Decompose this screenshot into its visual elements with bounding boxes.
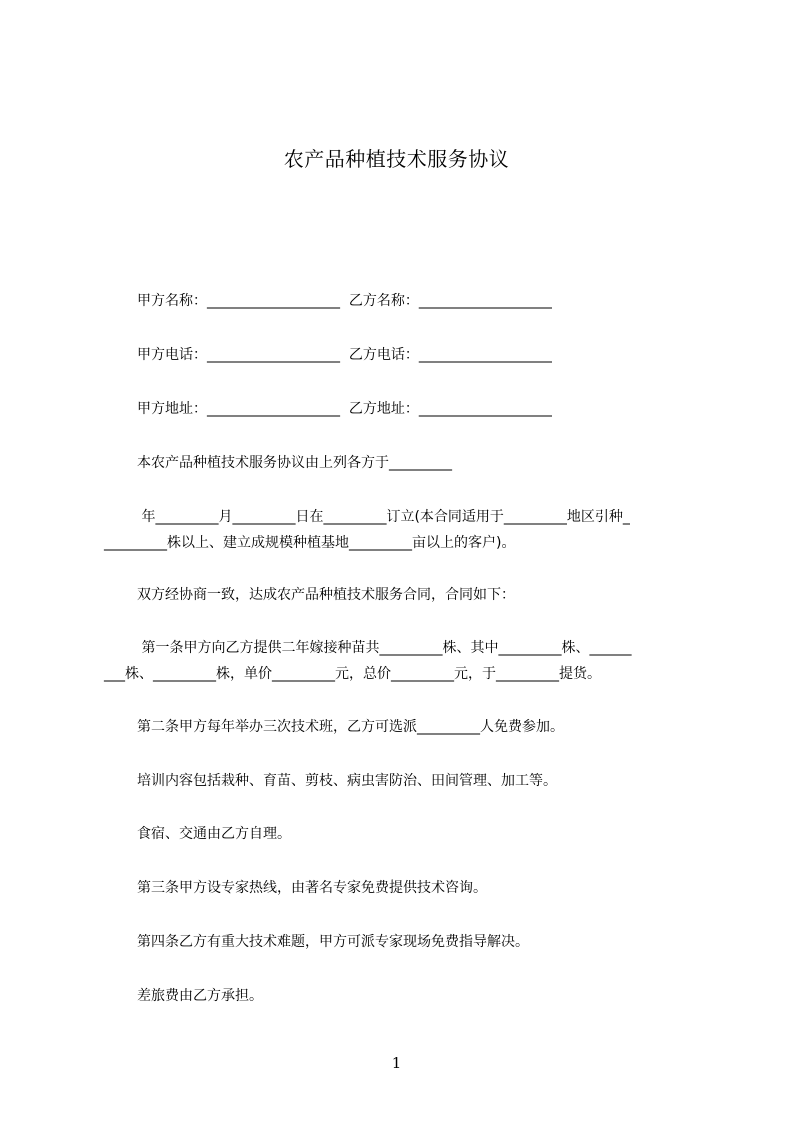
travel-line: 差旅费由乙方承担。 (137, 988, 263, 1004)
article2-line: 第二条甲方每年举办三次技术班，乙方可选派_________人免费参加。 (137, 719, 564, 735)
date-line-2: _________株以上、建立成规模种植基地_________亩以上的客户)。 (104, 535, 516, 551)
lodging-line: 食宿、交通由乙方自理。 (137, 826, 291, 842)
party-phone-line: 甲方电话：___________________ 乙方电话：___________________ (137, 347, 552, 363)
article1-line-1: 第一条甲方向乙方提供二年嫁接种苗共_________株、其中_________株、______ (137, 640, 632, 656)
party-address-line: 甲方地址：___________________ 乙方地址：___________________ (137, 401, 552, 417)
party-name-line: 甲方名称：___________________ 乙方名称：___________________ (137, 293, 552, 309)
date-line-1: 年_________月_________日在_________订立(本合同适用于_________地区引种_ (137, 509, 630, 525)
training-line: 培训内容包括栽种、育苗、剪枝、病虫害防治、田间管理、加工等。 (137, 773, 557, 789)
article4-line: 第四条乙方有重大技术难题，甲方可派专家现场免费指导解决。 (137, 934, 529, 950)
intro-line: 本农产品种植技术服务协议由上列各方于_________ (137, 455, 452, 471)
page-number: 1 (391, 1054, 402, 1072)
article1-line-2: ___株、_________株，单价_________元，总价_________元，于_________提货。 (104, 666, 601, 682)
article3-line: 第三条甲方设专家热线，由著名专家免费提供技术咨询。 (137, 880, 487, 896)
agreement-line: 双方经协商一致，达成农产品种植技术服务合同，合同如下： (137, 587, 515, 603)
document-title: 农产品种植技术服务协议 (283, 147, 510, 171)
